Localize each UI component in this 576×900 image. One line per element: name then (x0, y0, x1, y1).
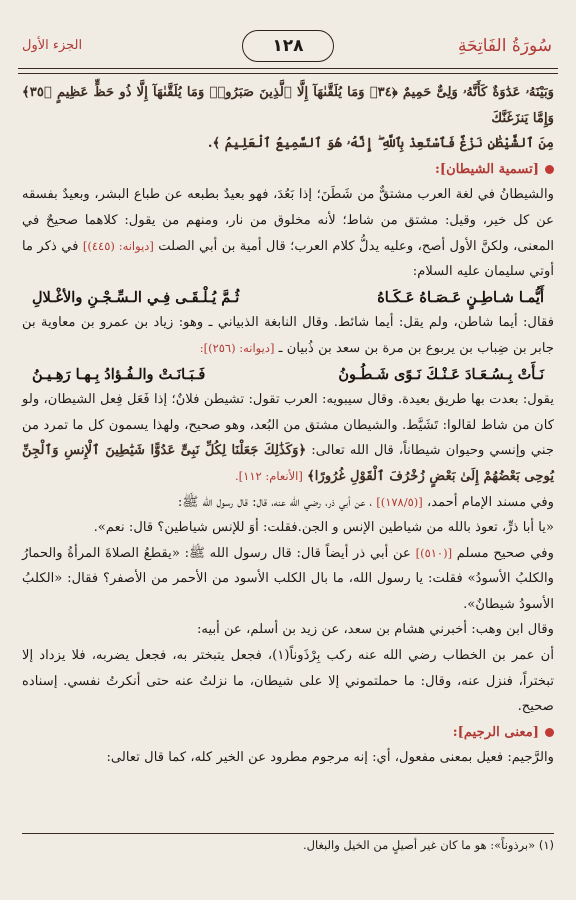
paragraph: وفي مسند الإمام أحمد، [(١٧٨/٥)] ، عن أبي ذر، رضي الله عنه، قال: قال رسول الله ﷺ: (177, 494, 554, 510)
citation: [(١٧٨/٥)] (376, 494, 423, 509)
page-number: ١٢٨ (242, 30, 334, 62)
paragraph: يقول: بعدت بها طريق بعيدة. وقال سيبويه: العرب تقول: تشيطن فلانٌ؛ إذا فَعَل فِعل الشيطان، ولو كان من شاط لقالوا: تَشَيَّط. والشيطان مشتق من البُعد، وهو صحيح، ولهذا يسمون كل ما تمرد من جني وإنسي وحيوان شيطاناً، قال الله تعالى: ﴿وَكَذَٰلِكَ جَعَلْنَا لِكُلِّ نَبِىٍّ عَدُوًّا شَيَٰطِينَ ٱلْإِنسِ وَٱلْجِنِّ يُوحِى بَعْضُهُمْ إِلَىٰ بَعْضٍ زُخْرُفَ ٱلْقَوْلِ غُرُورًا﴾ [الأنعام: ١١٢]. (22, 392, 554, 484)
paragraph: والشيطانُ في لغة العرب مشتقٌّ من شَطَنَ؛ إذا بَعُدَ، فهو بعيدٌ بطبعه عن طباع البشر، وبعيدٌ بفسقه عن كل خير، وقيل: مشتق من شاط؛ لأنه مخلوق من نار، ومنهم من يقول: كلاهما صحيحٌ في المعنى، ولكنَّ الأول أصح، وعليه يدلُّ كلام العرب؛ قال أمية بن أبي الصلت [ديوانه: (٤٤٥)] في ذكر ما أوتي سليمان عليه السلام: (22, 187, 554, 280)
quran-verse-line-1: وَبَيْنَهُۥ عَدَٰوَةٌ كَأَنَّهُۥ وَلِىٌّ حَمِيمٌ ﴿٣٤﴾ وَمَا يُلَقَّىٰهَآ إِلَّا ٱلَّذِينَ صَبَرُوا۟ وَمَا يُلَقَّىٰهَآ إِلَّا ذُو حَظٍّ عَظِيمٍ ﴿٣٥﴾ وَإِمَّا يَنزَغَنَّكَ (22, 85, 554, 126)
citation: [ديوانه: (٤٤٥)] (82, 238, 154, 253)
footnote-number: (١) (538, 838, 554, 852)
hadith-quote: «يا أبا ذرٍّ، تعوذ بالله من شياطين الإنس و الجن.فقلت: أوَ للإنس شياطين؟ قال: نعم». (93, 520, 554, 536)
surah-title: سُورَةُ الفَاتِحَةِ (457, 36, 552, 56)
poem-hemistich-left: ثُـمَّ يُـلْـقَـى فِـي الـسِّـجْـنِ والأغْـلالِ (32, 288, 240, 306)
citation: [ديوانه: (٢٥٦)]: (199, 340, 275, 355)
section-heading-rajim (22, 720, 554, 746)
citation: [الأنعام: ١١٢]. (235, 468, 303, 483)
paragraph: فقال: أيما شاطن، ولم يقل: أيما شائط. وقال النابغة الذبياني ـ وهو: زياد بن عمرو بن معاوية بن جابر بن ضِباب بن يربوع بن مرة بن سعد بن ذُبيان ـ [ديوانه: (٢٥٦)]: (22, 315, 554, 356)
quran-verse-line-2: مِنَ ٱلشَّيْطَٰنِ نَزْغٌ فَٱسْتَعِذْ بِٱللَّهِ ۖ إِنَّهُۥ هُوَ ٱلسَّمِيعُ ٱلْعَلِيمُ ﴾. (207, 136, 554, 152)
citation: [(٥١٠)] (415, 545, 453, 560)
part-label: الجزء الأول (22, 38, 83, 53)
heading-text: [تسمية الشيطان]: (435, 161, 539, 177)
poem-hemistich-right: أَيُّمـا شـاطِـنٍ عَـصَـاهُ عَـكَـاهُ (377, 288, 544, 306)
section-heading-naming (22, 157, 554, 183)
poem-hemistich-right: نَـأَتْ بِـسُـعَـادَ عَـنْـكَ نَـوًى شَـطُـونُ (338, 365, 544, 383)
page-header (18, 28, 558, 69)
paragraph: أن عمر بن الخطاب رضي الله عنه ركب بِرْذَوناً(١)، فجعل يتبختر به، فجعل يضربه، فلا يزداد إلا تبختراً، فنزل عنه، وقال: ما حملتموني إلا على شيطان، ما نزلتُ عنه حتى أنكرتُ نفسي. إسناده صحيح. (22, 648, 554, 715)
poem-hemistich-left: فَـبَـانَـتْ والـفُـؤادُ بِـهـا رَهِـيـنُ (32, 365, 206, 383)
footnote-divider (22, 833, 554, 834)
bullet-icon (545, 728, 554, 737)
page-body (22, 80, 554, 771)
footnote (22, 836, 554, 854)
footnote-text: «برذوناً»: هو ما كان غير أصيلٍ من الخيل والبغال. (302, 838, 536, 852)
header-rule (18, 73, 558, 74)
quran-quote: ﴿وَكَذَٰلِكَ جَعَلْنَا لِكُلِّ نَبِىٍّ عَدُوًّا شَيَٰطِينَ ٱلْإِنسِ وَٱلْجِنِّ يُوحِى بَعْضُهُمْ إِلَىٰ بَعْضٍ زُخْرُفَ ٱلْقَوْلِ غُرُورًا﴾ (22, 443, 554, 484)
paragraph: وفي صحيح مسلم [(٥١٠)] عن أبي ذر أيضاً قال: قال رسول الله ﷺ: «يقطعُ الصلاةَ المرأةُ والحمارُ والكلبُ الأسودُ» فقلت: يا رسول الله، ما بال الكلب الأسود من الأحمر من الأصفر؟ فقال: «الكلبُ الأسودُ شيطانٌ». (22, 545, 554, 612)
paragraph: والرَّجيم: فعيل بمعنى مفعول، أي: إنه مرجوم مطرود عن الخير كله، كما قال تعالى: (106, 750, 554, 766)
poem-verse-1 (22, 285, 554, 311)
poem-verse-2 (22, 362, 554, 388)
bullet-icon (545, 165, 554, 174)
heading-text: [معنى الرجيم]: (452, 724, 539, 740)
paragraph: وقال ابن وهب: أخبرني هشام بن سعد، عن زيد بن أسلم، عن أبيه: (196, 622, 554, 638)
